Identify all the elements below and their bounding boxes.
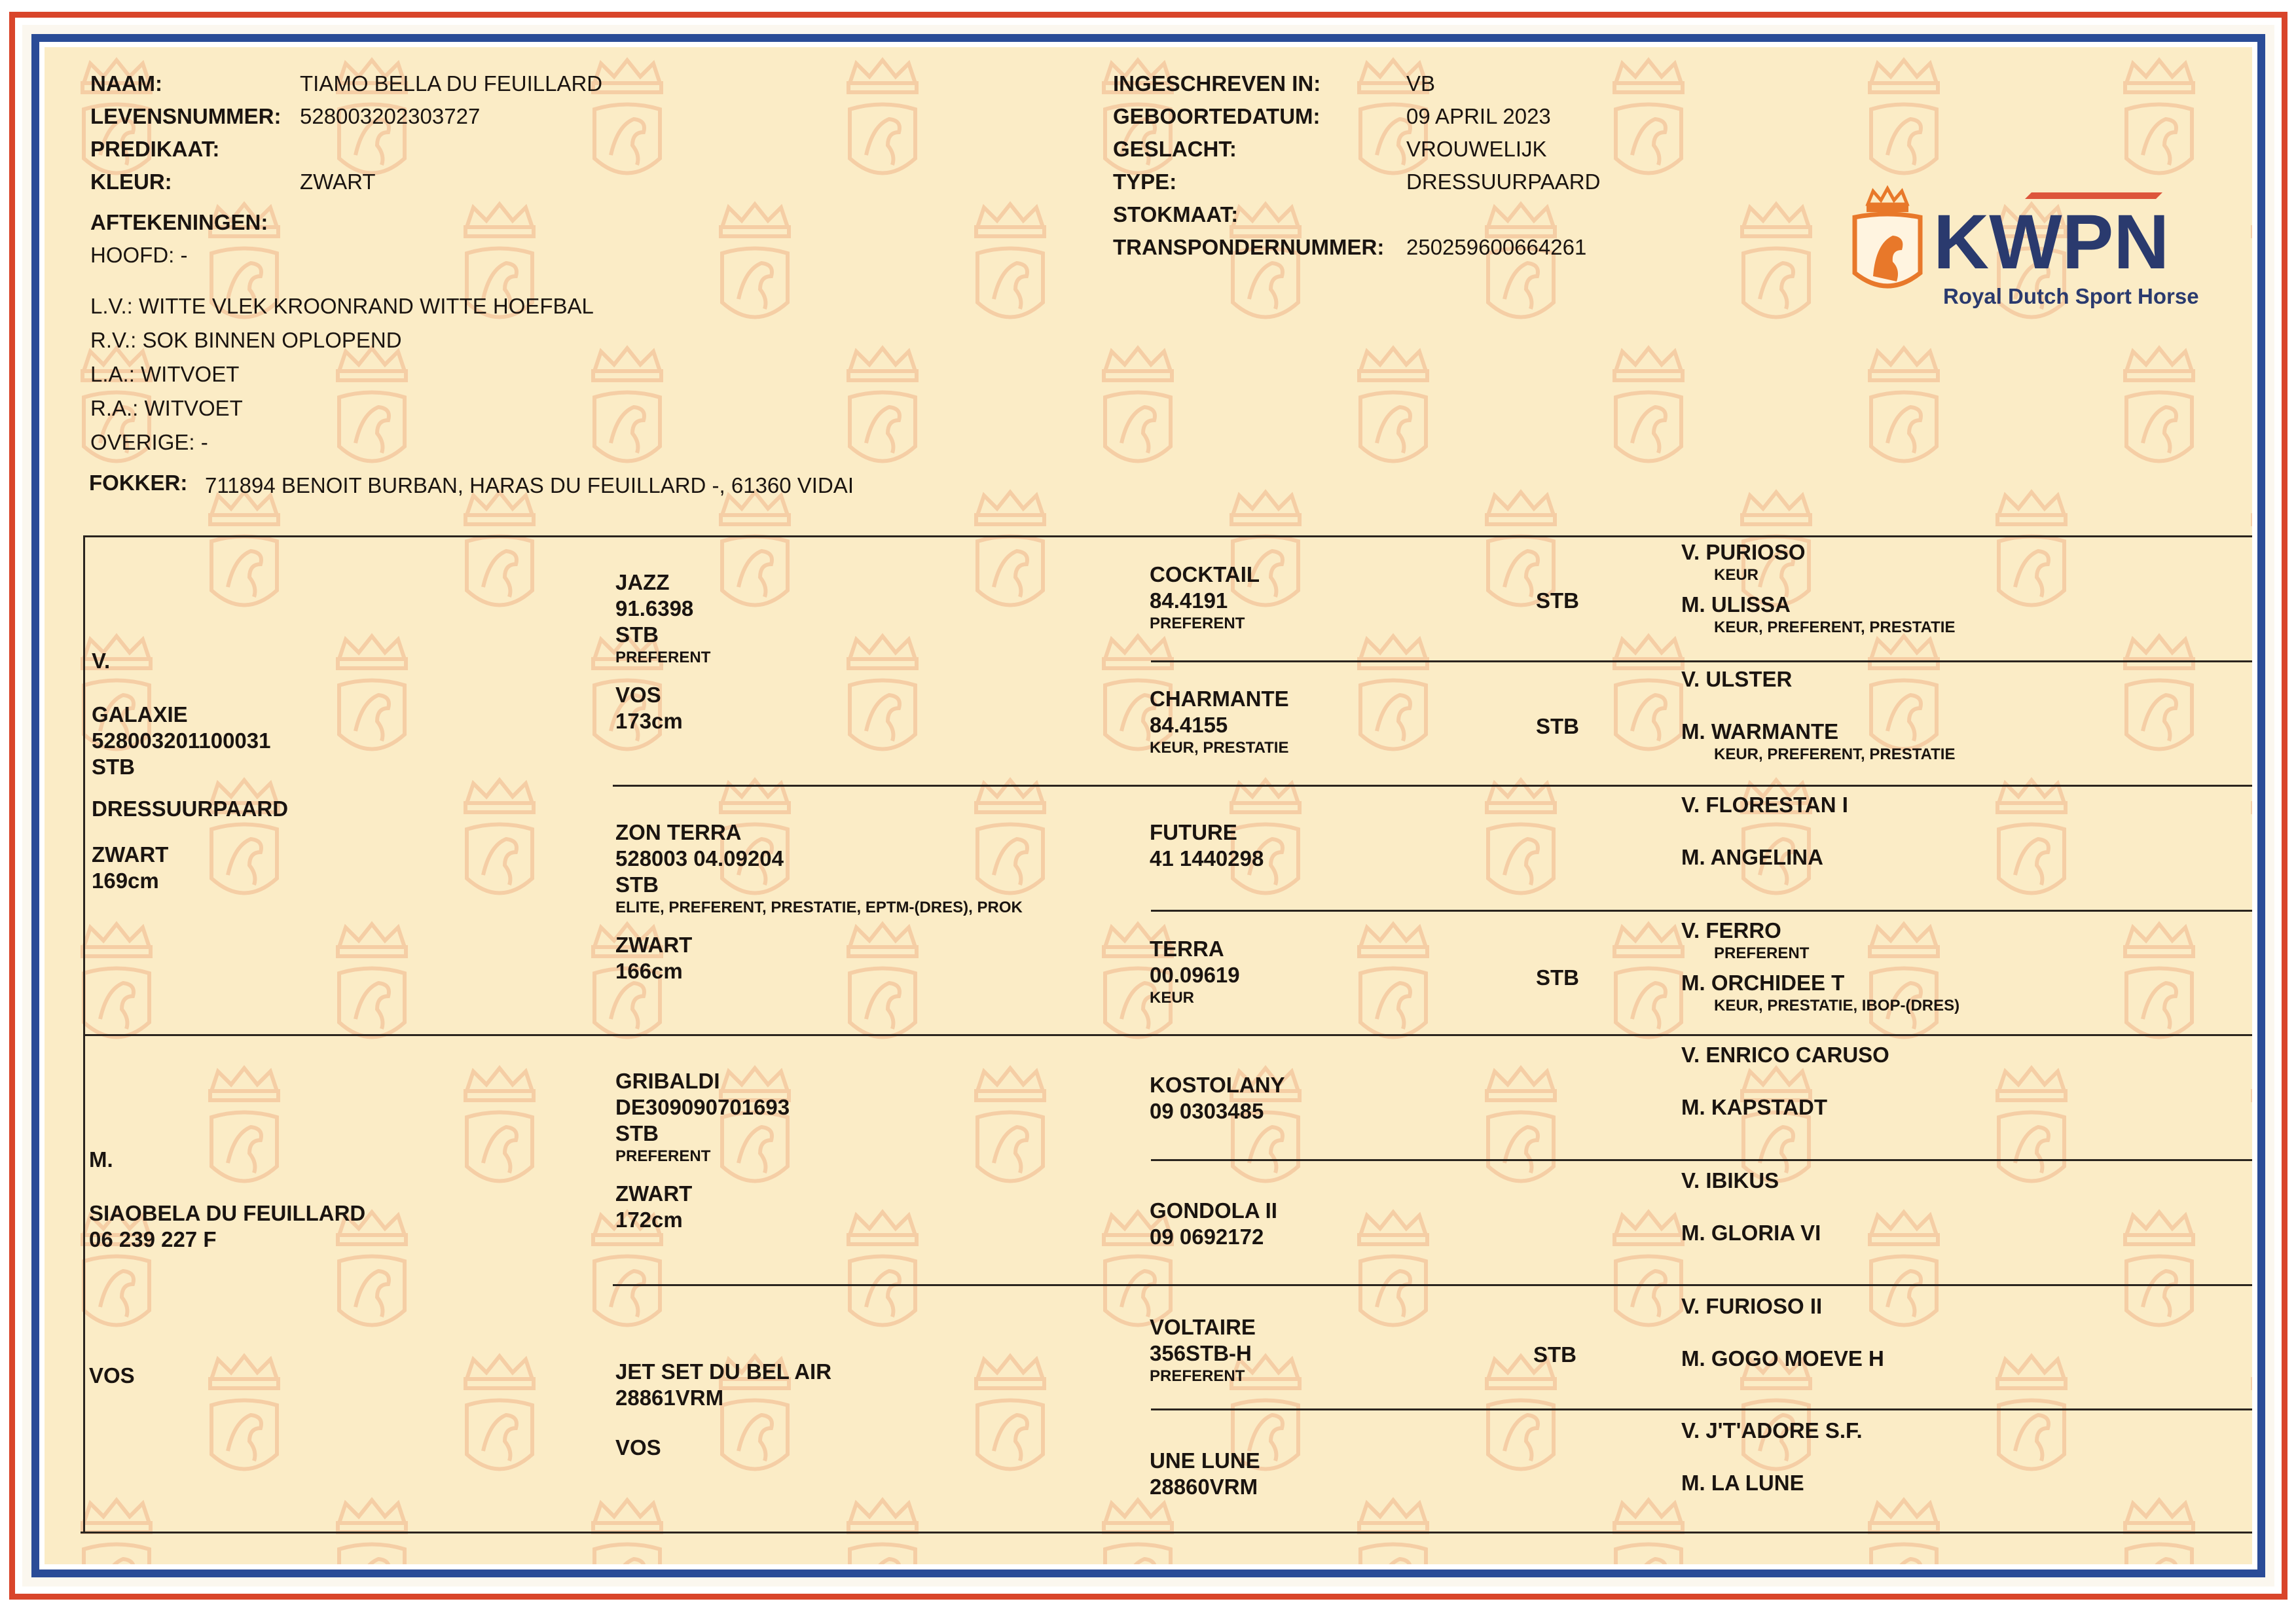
gen2-height: 173cm — [615, 709, 683, 733]
gen4-dam: M. LA LUNE — [1681, 1471, 1804, 1495]
gen4-pair-2 — [1681, 666, 1955, 764]
gen3-name: TERRA — [1150, 937, 1224, 961]
stokmaat-label: STOKMAAT: — [1113, 202, 1239, 226]
logo-wordmark: KWPN — [1933, 199, 2170, 285]
grid-bottom — [81, 1532, 2252, 1533]
kwpn-emblem-icon — [1835, 152, 2202, 335]
gen4-sire: V. FLORESTAN I — [1681, 793, 1848, 817]
gen4-dam: M. ORCHIDEE T — [1681, 971, 1845, 995]
gen3-name: FUTURE — [1150, 820, 1237, 844]
gen3-stb: STB — [1536, 965, 1579, 990]
gen2-height: 172cm — [615, 1208, 683, 1232]
gen2-color: VOS — [615, 683, 661, 707]
gen4-pair-1 — [1681, 539, 1955, 637]
dam-number: 06 239 227 F — [89, 1227, 217, 1251]
gen4-dam: M. KAPSTADT — [1681, 1095, 1828, 1119]
gen4-pair-8 — [1681, 1418, 1863, 1496]
ingeschreven-value: VB — [1406, 71, 1436, 96]
gen3-cocktail — [1150, 562, 1260, 634]
gen3-stb: STB — [1533, 1342, 1576, 1367]
gen2-color: ZWART — [615, 1181, 693, 1206]
gen4-sire: V. FERRO — [1681, 918, 1781, 942]
fokker-value: 711894 BENOIT BURBAN, HARAS DU FEUILLARD -, 61360 VIDAI — [205, 473, 854, 497]
gen2-height: 166cm — [615, 959, 683, 983]
gen2-number: 28861VRM — [615, 1386, 724, 1410]
gen4-sire-predicate: PREFERENT — [1714, 944, 1810, 962]
gen3-predicate: KEUR, PRESTATIE — [1150, 739, 1289, 757]
gen2-jet-set — [615, 1359, 831, 1461]
geslacht-value: VROUWELIJK — [1406, 137, 1547, 161]
sire-number: 528003201100031 — [92, 728, 271, 753]
naam-value: TIAMO BELLA DU FEUILLARD — [300, 71, 603, 96]
gen4-dam: M. GOGO MOEVE H — [1681, 1346, 1884, 1371]
gen3-number: 41 1440298 — [1150, 846, 1264, 870]
gen2-name: GRIBALDI — [615, 1069, 720, 1093]
type-label: TYPE: — [1113, 170, 1177, 194]
gen3-number: 356STB-H — [1150, 1341, 1252, 1365]
gen3-number: 09 0303485 — [1150, 1099, 1264, 1123]
grid-q3 — [613, 1284, 2252, 1286]
marking-rv: R.V.: SOK BINNEN OPLOPEND — [90, 328, 402, 352]
ingeschreven-label: INGESCHREVEN IN: — [1113, 71, 1321, 96]
sire-color: ZWART — [92, 842, 169, 867]
gen2-stb: STB — [615, 622, 659, 647]
sire-type: DRESSUURPAARD — [92, 797, 289, 821]
gen4-pair-4 — [1681, 918, 1959, 1016]
gen4-sire: V. IBIKUS — [1681, 1168, 1779, 1193]
gen4-dam-predicate: KEUR, PRESTATIE, IBOP-(DRES) — [1714, 997, 1960, 1014]
gen3-predicate: PREFERENT — [1150, 615, 1245, 632]
sire-block — [92, 648, 288, 894]
dam-name: SIAOBELA DU FEUILLARD — [89, 1201, 366, 1225]
gen4-sire-predicate — [1681, 1319, 1884, 1339]
gen2-name: JAZZ — [615, 570, 670, 594]
gen2-name: ZON TERRA — [615, 820, 742, 844]
sire-height: 169cm — [92, 869, 159, 893]
gen2-predicate: ELITE, PREFERENT, PRESTATIE, EPTM-(DRES), PROK — [615, 899, 1023, 916]
levensnummer-value: 528003202303727 — [300, 104, 481, 128]
geboortedatum-label: GEBOORTEDATUM: — [1113, 104, 1321, 128]
gen2-predicate: PREFERENT — [615, 1147, 711, 1165]
grid-mid — [85, 1034, 2252, 1036]
gen3-kostolany — [1150, 1072, 1285, 1124]
dam-m: M. — [89, 1147, 113, 1172]
gen3-number: 00.09619 — [1150, 963, 1240, 987]
naam-label: NAAM: — [90, 71, 162, 96]
gen3-stb: STB — [1536, 588, 1579, 613]
gen4-pair-6 — [1681, 1168, 1821, 1246]
gen3-terra — [1150, 936, 1240, 1008]
gen2-zon-terra — [615, 819, 1023, 984]
gen4-sire: V. ULSTER — [1681, 667, 1793, 691]
marking-hoofd: HOOFD: - — [90, 243, 188, 267]
gen4-dam-predicate: KEUR, PREFERENT, PRESTATIE — [1714, 745, 1956, 763]
gen3-gondola — [1150, 1198, 1277, 1250]
gen4-sire: V. ENRICO CARUSO — [1681, 1043, 1889, 1067]
gen4-dam: M. WARMANTE — [1681, 719, 1839, 744]
type-value: DRESSUURPAARD — [1406, 170, 1601, 194]
transpondernummer-label: TRANSPONDERNUMMER: — [1113, 235, 1385, 259]
gen3-number: 84.4155 — [1150, 713, 1228, 737]
gen3-name: GONDOLA II — [1150, 1198, 1277, 1223]
gen2-gribaldi — [615, 1068, 790, 1233]
gen4-pair-5 — [1681, 1042, 1889, 1121]
gen2-stb: STB — [615, 1121, 659, 1145]
gen3-une-lune — [1150, 1448, 1260, 1500]
grid-o5 — [1151, 1159, 2252, 1161]
sire-name: GALAXIE — [92, 702, 188, 726]
grid-q1 — [613, 785, 2252, 787]
gen4-sire-predicate — [1681, 692, 1955, 712]
gen2-predicate: PREFERENT — [615, 649, 711, 666]
geslacht-label: GESLACHT: — [1113, 137, 1237, 161]
kleur-value: ZWART — [300, 170, 376, 194]
aftekeningen-label: AFTEKENINGEN: — [90, 210, 268, 234]
gen4-dam: M. ANGELINA — [1681, 845, 1823, 869]
gen3-name: UNE LUNE — [1150, 1448, 1260, 1473]
kleur-label: KLEUR: — [90, 170, 172, 194]
gen3-voltaire — [1150, 1314, 1256, 1386]
gen4-pair-7 — [1681, 1293, 1884, 1372]
marking-la: L.A.: WITVOET — [90, 362, 240, 386]
predikaat-label: PREDIKAAT: — [90, 137, 220, 161]
gen3-name: KOSTOLANY — [1150, 1073, 1285, 1097]
certificate-paper — [45, 47, 2252, 1564]
gen2-stb: STB — [615, 872, 659, 897]
gen2-number: 91.6398 — [615, 596, 694, 620]
grid-o7 — [1151, 1408, 2252, 1410]
grid-o3 — [1151, 910, 2252, 912]
gen4-sire-predicate — [1681, 818, 1848, 838]
transpondernummer-value: 250259600664261 — [1406, 235, 1587, 259]
gen3-number: 28860VRM — [1150, 1475, 1258, 1499]
gen2-jazz — [615, 569, 710, 734]
dam-color: VOS — [89, 1363, 135, 1388]
gen4-sire: V. PURIOSO — [1681, 540, 1806, 564]
gen2-color: ZWART — [615, 933, 693, 957]
sire-stb: STB — [92, 755, 135, 779]
gen4-sire: V. FURIOSO II — [1681, 1294, 1823, 1318]
gen3-stb: STB — [1536, 714, 1579, 738]
gen4-dam: M. GLORIA VI — [1681, 1221, 1821, 1245]
gen3-charmante — [1150, 686, 1289, 758]
certificate-content — [45, 47, 2252, 1564]
gen3-name: VOLTAIRE — [1150, 1315, 1256, 1339]
gen2-number: DE309090701693 — [615, 1095, 790, 1119]
marking-ra: R.A.: WITVOET — [90, 396, 243, 420]
gen2-color: VOS — [615, 1435, 661, 1460]
grid-top — [85, 535, 2252, 537]
gen4-sire-predicate — [1681, 1068, 1889, 1088]
logo-subtitle: Royal Dutch Sport Horse — [1943, 284, 2199, 308]
gen4-sire-predicate: KEUR — [1714, 566, 1759, 584]
levensnummer-label: LEVENSNUMMER: — [90, 104, 282, 128]
marking-overige: OVERIGE: - — [90, 430, 208, 454]
gen3-number: 84.4191 — [1150, 588, 1228, 613]
gen3-name: CHARMANTE — [1150, 687, 1289, 711]
gen3-name: COCKTAIL — [1150, 562, 1260, 586]
geboortedatum-value: 09 APRIL 2023 — [1406, 104, 1551, 128]
sire-v: V. — [92, 649, 111, 673]
grid-o1 — [1151, 660, 2252, 662]
gen4-pair-3 — [1681, 792, 1848, 870]
gen2-name: JET SET DU BEL AIR — [615, 1359, 832, 1384]
gen3-future — [1150, 819, 1264, 872]
kwpn-logo — [1835, 152, 2202, 335]
marking-lv: L.V.: WITTE VLEK KROONRAND WITTE HOEFBAL — [90, 294, 594, 318]
gen4-sire-predicate — [1681, 1194, 1821, 1213]
gen4-sire: V. J'T'ADORE S.F. — [1681, 1418, 1863, 1443]
gen2-number: 528003 04.09204 — [615, 846, 784, 870]
fokker-label: FOKKER: — [89, 471, 188, 495]
gen4-dam-predicate: KEUR, PREFERENT, PRESTATIE — [1714, 619, 1956, 636]
gen3-predicate: KEUR — [1150, 989, 1195, 1007]
gen4-sire-predicate — [1681, 1444, 1863, 1463]
gen4-dam: M. ULISSA — [1681, 592, 1791, 617]
gen3-number: 09 0692172 — [1150, 1225, 1264, 1249]
gen3-predicate: PREFERENT — [1150, 1367, 1245, 1385]
dam-block — [89, 1147, 365, 1253]
